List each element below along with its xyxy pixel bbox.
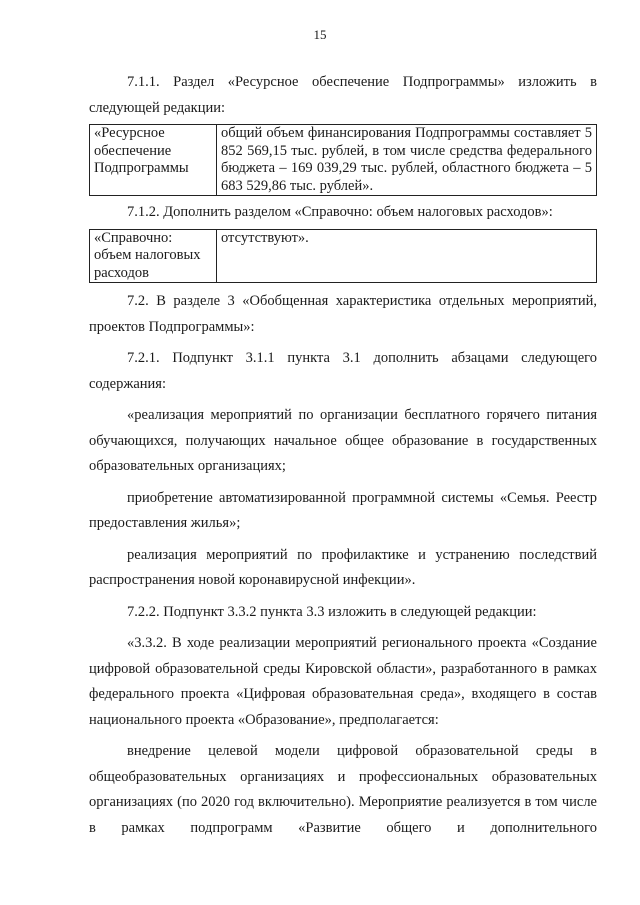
tax-table-label: «Справочно: объем налоговых расходов	[90, 229, 217, 283]
resource-table-value: общий объем финансирования Подпрограммы составляет 5 852 569,15 тыс. рублей, в том числе средства федерального бюджета – 169 039,29 тыс. рублей, областного бюджета – 5 683 529,86 тыс. рублей».	[217, 125, 597, 196]
document-body	[89, 70, 597, 841]
table-row	[90, 229, 597, 283]
table-row	[90, 125, 597, 196]
tax-table	[89, 229, 597, 284]
paragraph-7-2-2: 7.2.2. Подпункт 3.3.2 пункта 3.3 изложить в следующей редакции:	[127, 603, 537, 620]
paragraph-food: «реализация мероприятий по организации бесплатного горячего питания обучающихся, получающих начальное общее образование в государственных образовательных организациях;	[89, 407, 597, 474]
resource-table	[89, 124, 597, 196]
page-number: 15	[313, 27, 327, 42]
paragraph-model: внедрение целевой модели цифровой образовательной среды в общеобразовательных организациях и профессиональных образовательных организациях (по 2020 год включительно). Мероприятие реализуется в том числе в рамках подпрограмм «Развитие общего и дополнительного	[89, 743, 597, 836]
tax-table-value: отсутствуют».	[217, 229, 597, 283]
paragraph-3-3-2: «3.3.2. В ходе реализации мероприятий регионального проекта «Создание цифровой образовательной среды Кировской области», разработанного в рамках федерального проекта «Цифровая образовательная среда», входящего в состав национального проекта «Образование», предполагается:	[89, 635, 597, 728]
paragraph-7-1-2: 7.1.2. Дополнить разделом «Справочно: объем налоговых расходов»:	[127, 204, 553, 220]
paragraph-7-1-1: 7.1.1. Раздел «Ресурсное обеспечение Подпрограммы» изложить в следующей редакции:	[89, 74, 597, 116]
resource-table-label: «Ресурсное обеспечение Подпрограммы	[90, 125, 217, 196]
paragraph-7-2: 7.2. В разделе 3 «Обобщенная характеристика отдельных мероприятий, проектов Подпрограммы»:	[89, 293, 597, 335]
paragraph-7-2-1: 7.2.1. Подпункт 3.1.1 пункта 3.1 дополнить абзацами следующего содержания:	[89, 350, 597, 392]
paragraph-covid: реализация мероприятий по профилактике и устранению последствий распространения новой коронавирусной инфекции».	[89, 546, 597, 588]
paragraph-family: приобретение автоматизированной программной системы «Семья. Реестр предоставления жилья»;	[89, 489, 597, 531]
